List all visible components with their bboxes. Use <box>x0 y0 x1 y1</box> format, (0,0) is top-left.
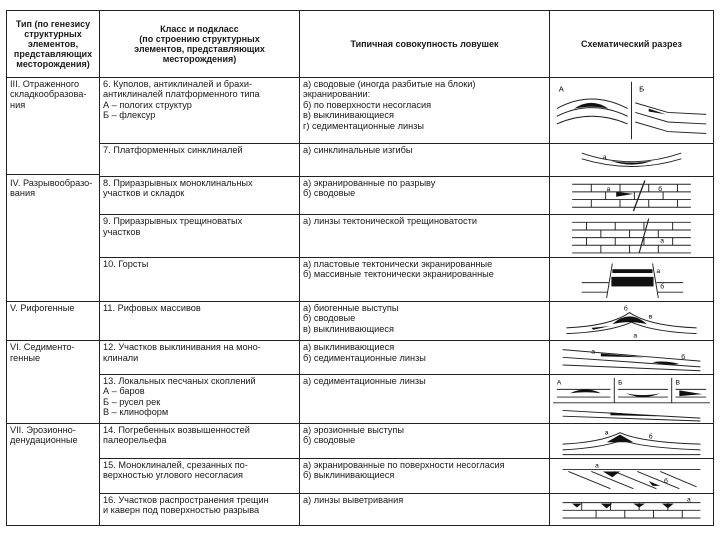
table-row <box>7 176 714 214</box>
header-sketch: Схематический разрез <box>550 11 714 78</box>
sketch-cell-10 <box>550 257 714 301</box>
type-cell-v: V. Рифогенные <box>7 302 100 341</box>
sketch-label: а <box>606 185 611 193</box>
sketch-cell-9 <box>550 215 714 257</box>
class-cell: 8. Приразрывных моноклинальных участков и складок <box>100 176 300 214</box>
sketch-label: а <box>595 462 599 470</box>
reef-sketch <box>553 303 710 339</box>
table-row <box>7 78 714 144</box>
header-type: Тип (по генезису структурных элементов, представляющих месторождения) <box>7 11 100 78</box>
type-cell-vii: VII. Эрозионно- денудационные <box>7 423 100 525</box>
class-cell: 16. Участков распространения трещин и каверн под поверхностью разрыва <box>100 494 300 526</box>
traps-cell: а) седиментационные линзы <box>300 375 550 424</box>
sketch-label: б <box>660 282 665 290</box>
type-iv: IV. Разрывообразо- вания <box>7 174 99 301</box>
table-row <box>7 215 714 257</box>
sketch-label: а <box>687 496 691 504</box>
sketch-cell-12 <box>550 341 714 375</box>
fault-sketch <box>553 178 710 213</box>
traps-cell: а) линзы выветривания <box>300 494 550 526</box>
traps-cell: а) синклинальные изгибы <box>300 144 550 177</box>
traps-cell: а) выклинивающиеся б) седиментационные линзы <box>300 341 550 375</box>
sketch-cell-13 <box>550 375 714 424</box>
sketch-label: а <box>633 332 638 340</box>
class-cell: 15. Моноклиналей, срезанных по- верхностью углового несогласия <box>100 458 300 494</box>
sketch-label: а <box>660 237 664 245</box>
sketch-label: б <box>658 185 663 193</box>
sketch-label: А <box>556 379 562 387</box>
sketch-cell-11 <box>550 302 714 341</box>
sketch-label: а <box>602 153 607 161</box>
horst-sketch <box>553 259 710 300</box>
table-row <box>7 144 714 177</box>
table-row <box>7 375 714 424</box>
sketch-cell-7 <box>550 144 714 177</box>
class-cell: 12. Участков выклинивания на моно- клинали <box>100 341 300 375</box>
traps-cell: а) эрозионные выступы б) сводовые <box>300 423 550 458</box>
weathering-sketch <box>553 495 710 524</box>
table-header-row <box>7 11 714 78</box>
sand-lens-sketch <box>553 376 710 422</box>
sketch-label: б <box>664 477 668 485</box>
sketch-label: а <box>591 348 596 356</box>
sketch-cell-6 <box>550 78 714 144</box>
table-row <box>7 494 714 526</box>
table-row <box>7 302 714 341</box>
type-cell-vi: VI. Седименто- генные <box>7 341 100 424</box>
class-cell: 11. Рифовых массивов <box>100 302 300 341</box>
sketch-cell-8 <box>550 176 714 214</box>
table-row <box>7 257 714 301</box>
syncline-sketch <box>553 145 710 175</box>
traps-cell: а) экранированные по поверхности несогласия б) выклинивающиеся <box>300 458 550 494</box>
sketch-label: Б <box>618 379 623 387</box>
table-row <box>7 341 714 375</box>
header-traps: Типичная совокупность ловушек <box>300 11 550 78</box>
class-cell: 13. Локальных песчаных скоплений А – баров Б – русел рек В – клиноформ <box>100 375 300 424</box>
fracture-sketch <box>553 216 710 255</box>
unconformity-sketch <box>553 460 710 493</box>
pinchout-sketch <box>553 342 710 373</box>
trap-classification-table <box>6 10 714 526</box>
sketch-label: б <box>648 433 653 441</box>
traps-cell: а) пластовые тектонически экранированные б) массивные тектонически экранированные <box>300 257 550 301</box>
traps-cell: а) экранированные по разрыву б) сводовые <box>300 176 550 214</box>
sketch-cell-14 <box>550 423 714 458</box>
sketch-label: Б <box>639 84 645 94</box>
traps-cell: а) биогенные выступы б) сводовые в) выклинивающиеся <box>300 302 550 341</box>
traps-cell: а) сводовые (иногда разбитые на блоки) экранировании: б) по поверхности несогласия в) выклинивающиеся г) седиментационные линзы <box>300 78 550 144</box>
sketch-label: А <box>558 84 564 94</box>
sketch-label: В <box>675 379 680 387</box>
table-row <box>7 423 714 458</box>
type-iii: III. Отраженного складкообразова- ния <box>10 79 87 110</box>
sketch-label: а <box>656 267 661 275</box>
sketch-label: в <box>648 313 653 321</box>
header-class: Класс и подкласс (по строению структурных элементов, представляющих месторождения) <box>100 11 300 78</box>
class-cell: 6. Куполов, антиклиналей и брахи- антиклиналей платформенного типа А – пологих структур Б – флексур <box>100 78 300 144</box>
class-cell: 7. Платформенных синклиналей <box>100 144 300 177</box>
class-cell: 14. Погребенных возвышенностей палеорельефа <box>100 423 300 458</box>
traps-cell: а) линзы тектонической трещиноватости <box>300 215 550 257</box>
class-cell: 9. Приразрывных трещиноватых участков <box>100 215 300 257</box>
sketch-label: а <box>604 429 609 437</box>
buried-hill-sketch <box>553 425 710 457</box>
sketch-cell-16 <box>550 494 714 526</box>
sketch-label: б <box>681 354 686 362</box>
sketch-cell-15 <box>550 458 714 494</box>
type-cell-iii-iv <box>7 78 100 302</box>
sketch-label: б <box>623 305 628 313</box>
table-row <box>7 458 714 494</box>
dome-sketch <box>553 79 710 142</box>
class-cell: 10. Горсты <box>100 257 300 301</box>
